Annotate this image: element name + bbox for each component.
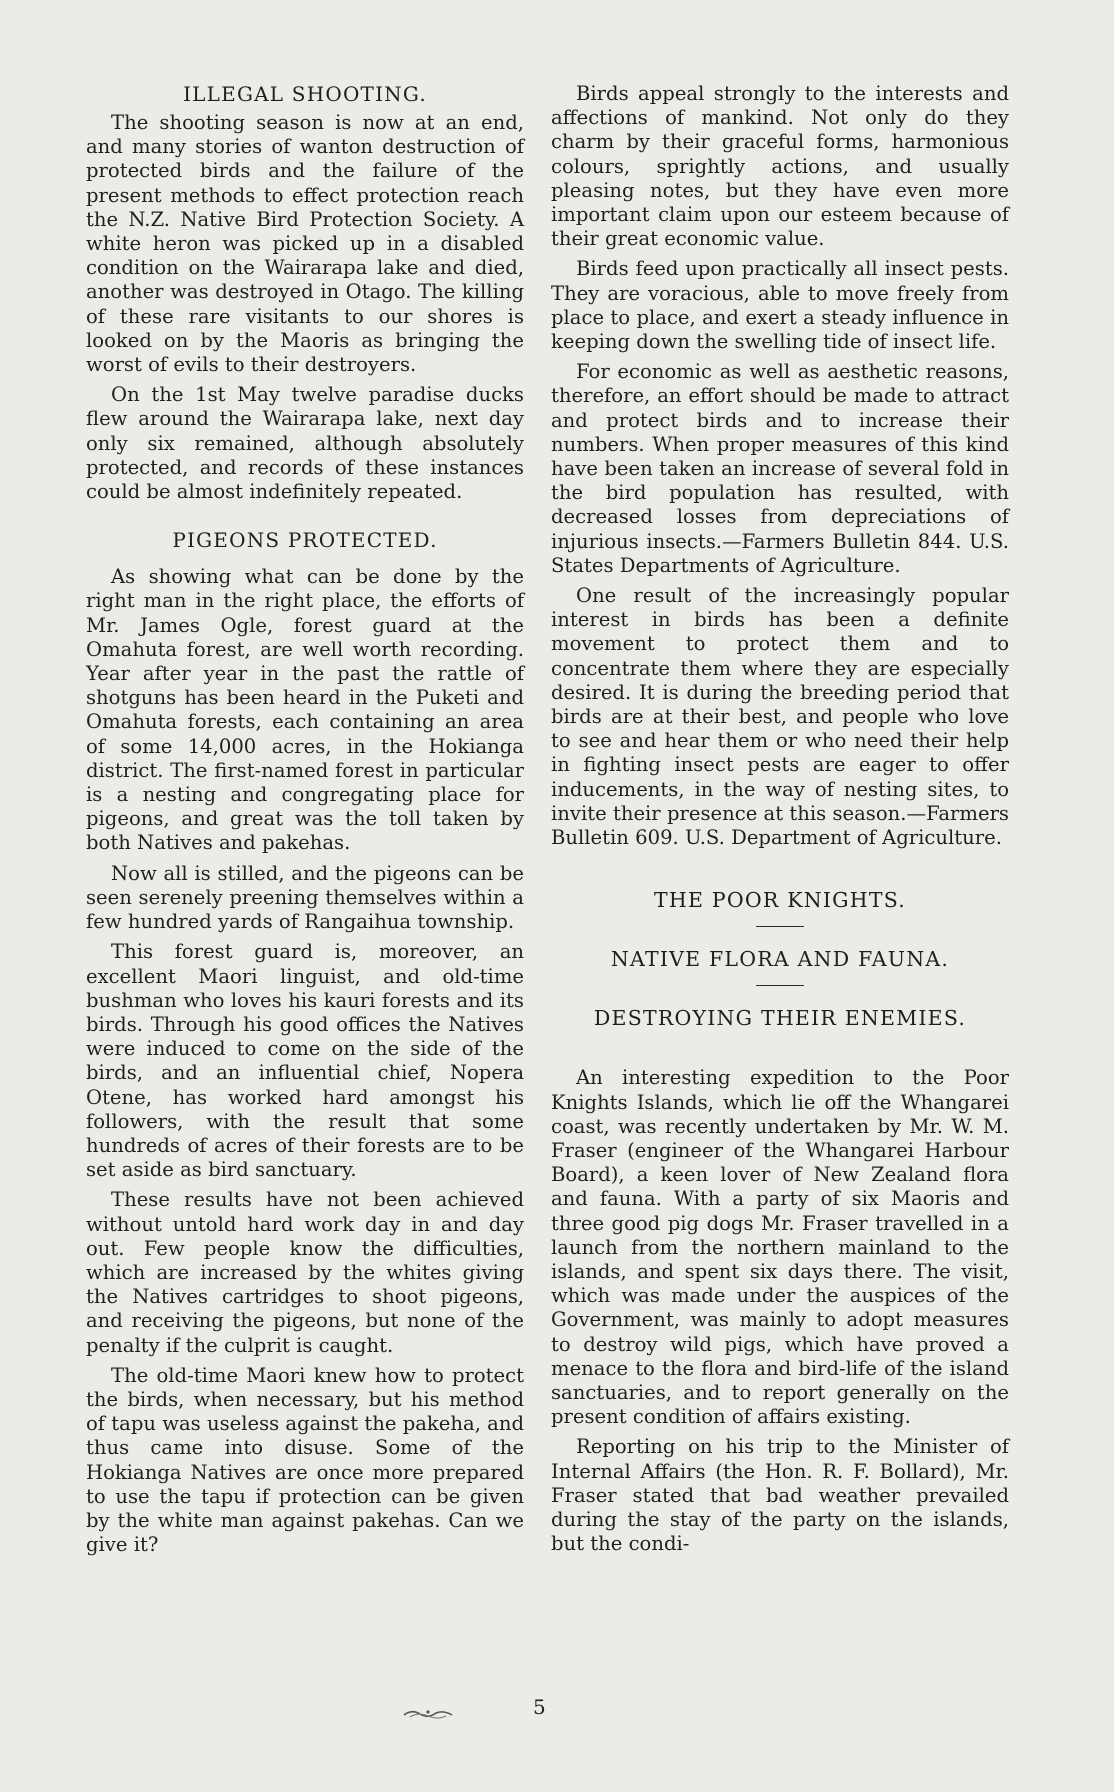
paragraph: This forest guard is, moreover, an excellent Maori linguist, and old-time bushman who loves his kauri forests and its birds. Through his good offices the Natives were induced to come on the side of the birds, and an influential chief, Nopera Otene, has worked hard amongst his followers, with the result that some hundreds of acres of their forests are to be set aside as bird sanctuary. <box>86 940 524 1182</box>
heading-poor-knights: THE POOR KNIGHTS. <box>654 888 906 913</box>
heading-native-flora-fauna: NATIVE FLORA AND FAUNA. <box>610 947 950 972</box>
heading-divider <box>756 926 804 927</box>
paragraph: For economic as well as aesthetic reasons, therefore, an effort should be made to attract and protect birds and to increase their numbers. When proper measures of this kind have been taken an increase of several fold in the bird population has resulted, with decreased losses from depreciations of injurious insects.—Farmers Bulletin 844. U.S. States Departments of Agriculture. <box>551 360 1009 577</box>
paragraph: The shooting season is now at an end, and many stories of wanton destruction of protected birds and the failure of the present methods to effect protection reach the N.Z. Native Bird Protection Society. A white heron was picked up in a disabled condition on the Wairarapa lake and died, another was destroyed in Otago. The killing of these rare visitants to our shores is looked on by the Maoris as bringing the worst of evils to their destroyers. <box>86 111 524 377</box>
paragraph: As showing what can be done by the right man in the right place, the efforts of Mr. James Ogle, forest guard at the Omahuta forest, are well worth recording. Year after year in the past the rattle of shotguns has been heard in the Puketi and Omahuta forests, each containing an area of some 14,000 acres, in the Hokianga district. The first-named forest in particular is a nesting and congregating place for pigeons, and great was the toll taken by both Natives and pakehas. <box>86 565 524 855</box>
article-headings <box>551 888 1009 1030</box>
paragraph: These results have not been achieved without untold hard work day in and day out. Few people know the difficulties, which are increased by the whites giving the Natives cartridges to shoot pigeons, and receiving the pigeons, but none of the penalty if the culprit is caught. <box>86 1188 524 1357</box>
printers-ornament-icon <box>402 1707 454 1719</box>
left-column <box>86 82 524 1557</box>
heading-destroying-enemies: DESTROYING THEIR ENEMIES. <box>593 1006 967 1031</box>
paragraph: Birds appeal strongly to the interests and affections of mankind. Not only do they charm by their graceful forms, harmonious colours, sprightly actions, and usually pleasing notes, but they have even more important claim upon our esteem because of their great economic value. <box>551 82 1009 251</box>
paragraph: Now all is stilled, and the pigeons can be seen serenely preening themselves within a few hundred yards of Rangaihua township. <box>86 861 524 934</box>
paragraph: One result of the increasingly popular interest in birds has been a definite movement to protect them and to concentrate them where they are especially desired. It is during the breeding period that birds are at their best, and people who love to see and hear them or who need their help in fighting insect pests are eager to offer inducements, in the way of nesting sites, to invite their presence at this season.—Farmers Bulletin 609. U.S. Department of Agriculture. <box>551 584 1009 850</box>
paragraph: Birds feed upon practically all insect pests. They are voracious, able to move freely from place to place, and exert a steady influence in keeping down the swelling tide of insect life. <box>551 257 1009 354</box>
paragraph: Reporting on his trip to the Minister of Internal Affairs (the Hon. R. F. Bollard), Mr. Fraser stated that bad weather prevailed during the stay of the party on the islands, but the condi- <box>551 1435 1009 1556</box>
heading-divider <box>756 985 804 986</box>
paragraph: An interesting expedition to the Poor Knights Islands, which lie off the Whangarei coast, was recently undertaken by Mr. W. M. Fraser (engineer of the Whangarei Harbour Board), a keen lover of New Zealand flora and fauna. With a party of six Maoris and three good pig dogs Mr. Fraser travelled in a launch from the northern mainland to the islands, and spent six days there. The visit, which was made under the auspices of the Government, was mainly to adopt measures to destroy wild pigs, which have proved a menace to the flora and bird-life of the island sanctuaries, and to report generally on the present condition of affairs existing. <box>551 1066 1009 1429</box>
right-column <box>551 82 1009 1556</box>
heading-illegal-shooting: ILLEGAL SHOOTING. <box>183 82 427 106</box>
paragraph: The old-time Maori knew how to protect the birds, when necessary, but his method of tapu was useless against the pakeha, and thus came into disuse. Some of the Hokianga Natives are once more prepared to use the tapu if protection can be given by the white man against pakehas. Can we give it? <box>86 1363 524 1557</box>
paragraph: On the 1st May twelve paradise ducks flew around the Wairarapa lake, next day only six remained, although absolutely protected, and records of these instances could be almost indefinitely repeated. <box>86 383 524 504</box>
page-number: 5 <box>533 1695 546 1719</box>
heading-pigeons-protected: PIGEONS PROTECTED. <box>172 528 438 553</box>
